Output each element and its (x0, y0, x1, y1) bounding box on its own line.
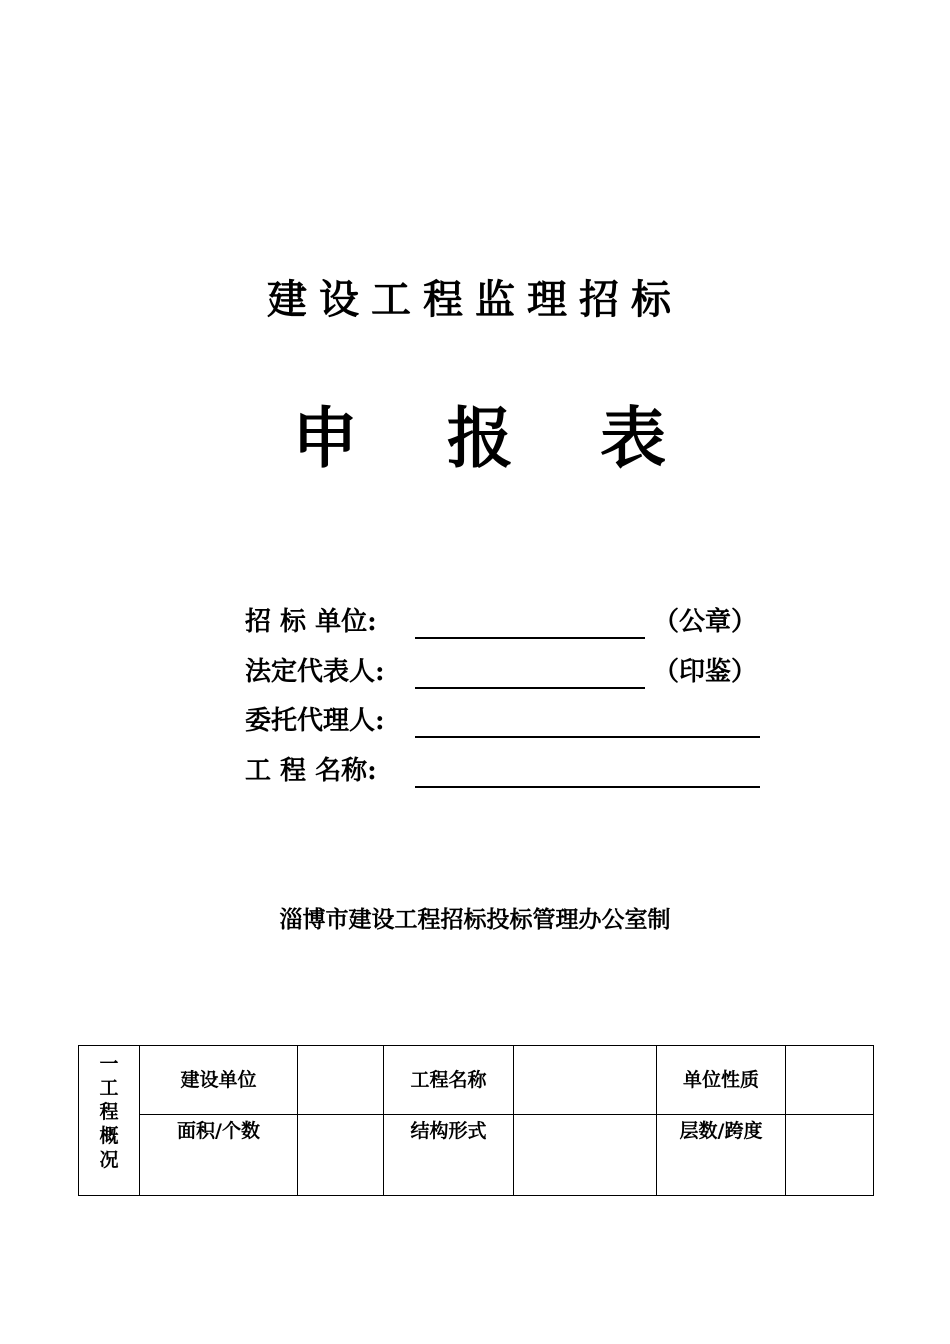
bidding-unit-input-line[interactable] (415, 637, 645, 639)
form-title-line1: 建设工程监理招标 (267, 276, 683, 323)
value-area-count[interactable] (298, 1115, 384, 1196)
field-suffix-seal: （公章） (653, 607, 758, 637)
value-construction-unit[interactable] (298, 1046, 384, 1115)
table-row (79, 1115, 874, 1196)
value-project-name[interactable] (514, 1046, 657, 1115)
field-suffix-stamp: （印鉴） (653, 657, 758, 687)
legal-representative-input-line[interactable] (415, 687, 645, 689)
field-label: 法定代表人: (245, 657, 385, 687)
field-legal-representative (245, 654, 805, 690)
table-row (79, 1046, 874, 1115)
label-project-name: 工程名称 (384, 1046, 514, 1115)
field-authorized-agent (245, 703, 805, 739)
label-area-count: 面积/个数 (140, 1115, 298, 1196)
value-floors-span[interactable] (786, 1115, 874, 1196)
value-structure-type[interactable] (514, 1115, 657, 1196)
value-unit-nature[interactable] (786, 1046, 874, 1115)
title-char-shen: 申 (292, 399, 358, 477)
title-char-bao: 报 (447, 399, 513, 477)
form-title-line2 (0, 398, 950, 478)
section-label-project-overview: 一 工 程 概 况 (79, 1046, 140, 1196)
field-project-name (245, 753, 805, 789)
project-overview-table (78, 1045, 874, 1196)
label-construction-unit: 建设单位 (140, 1046, 298, 1115)
field-label: 招 标 单位: (245, 607, 377, 637)
field-bidding-unit (245, 604, 805, 640)
project-name-input-line[interactable] (415, 786, 760, 788)
label-structure-type: 结构形式 (384, 1115, 514, 1196)
label-unit-nature: 单位性质 (657, 1046, 786, 1115)
field-label: 委托代理人: (245, 706, 385, 736)
field-label: 工 程 名称: (245, 756, 377, 786)
label-floors-span: 层数/跨度 (657, 1115, 786, 1196)
title-char-biao: 表 (600, 399, 666, 477)
authorized-agent-input-line[interactable] (415, 736, 760, 738)
issuing-office: 淄博市建设工程招标投标管理办公室制 (279, 906, 671, 933)
